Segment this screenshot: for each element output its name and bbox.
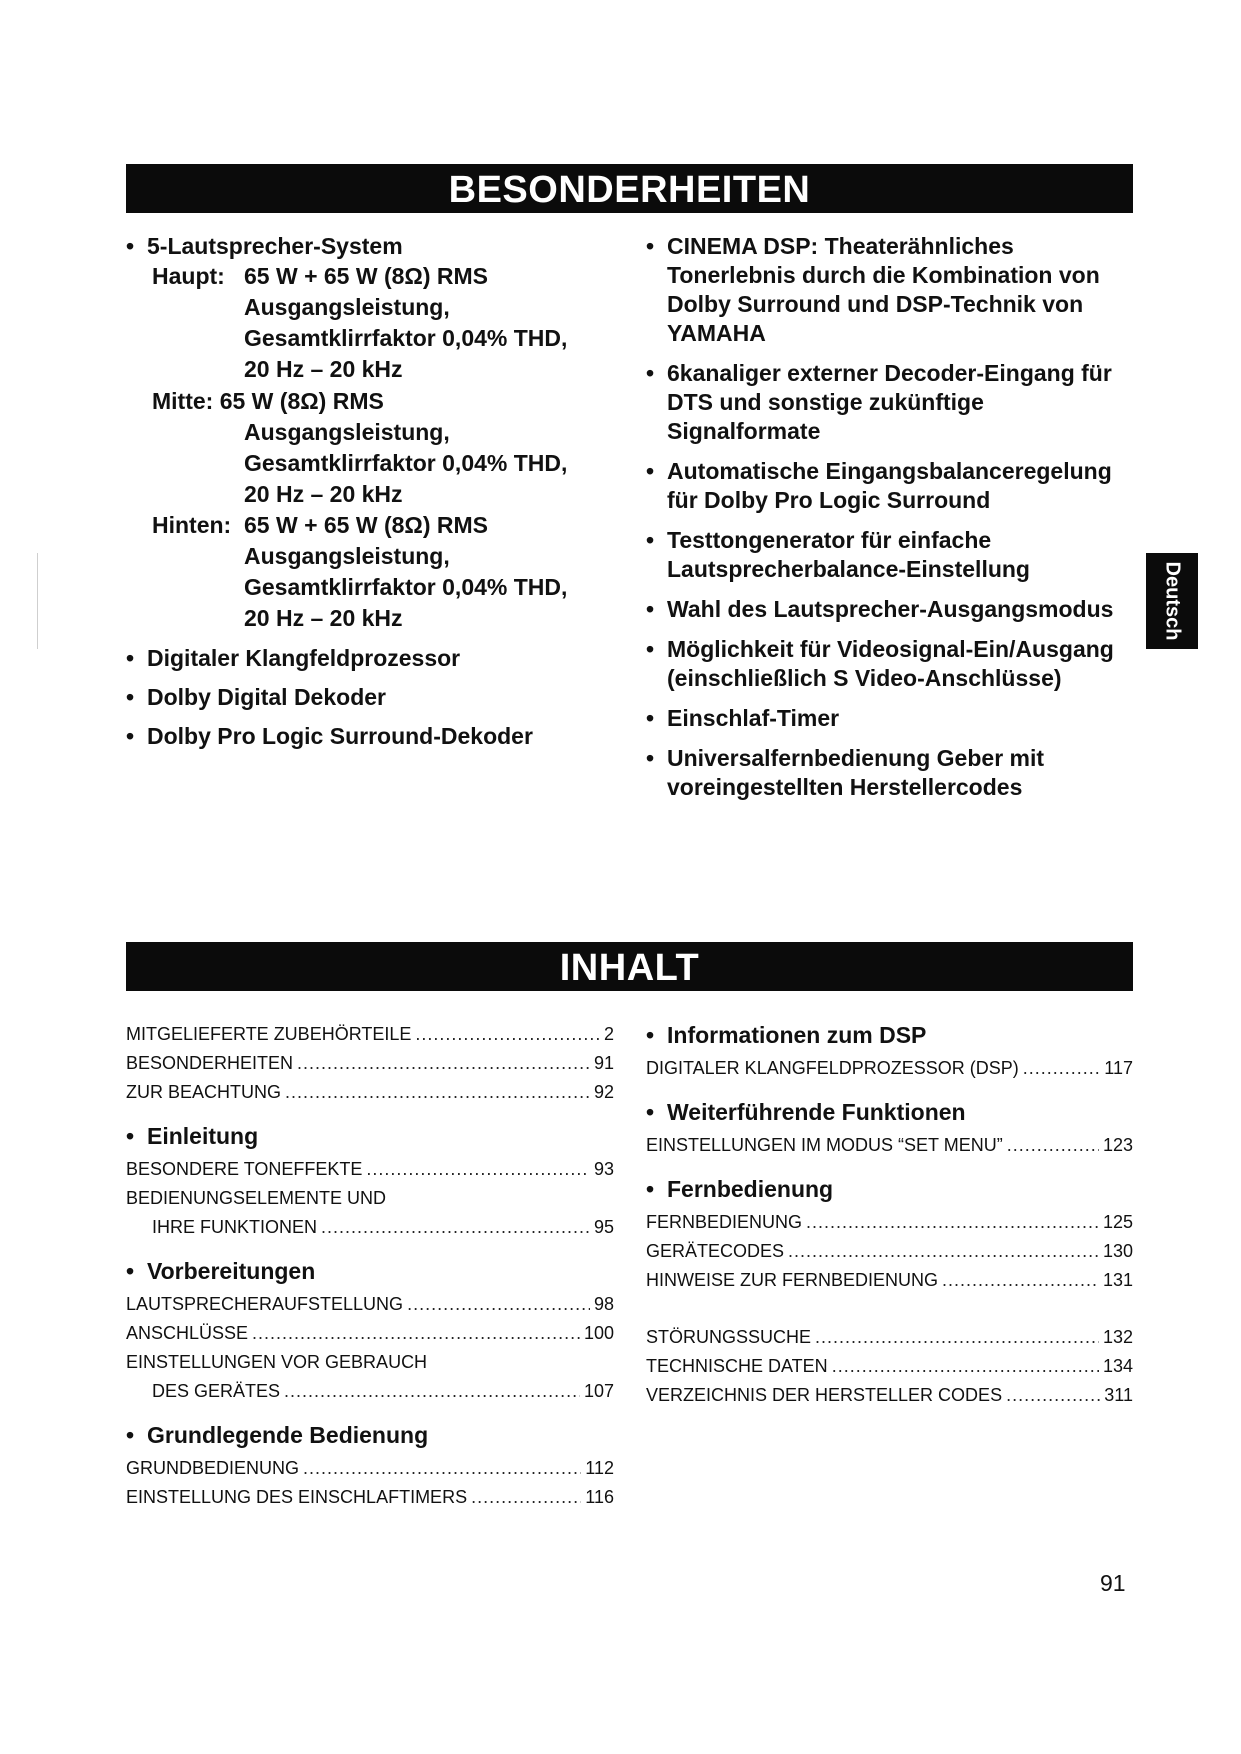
spec-haupt-line: 20 Hz – 20 kHz	[244, 356, 403, 382]
feature-item: • Automatische Eingangsbalanceregelung für Dolby Pro Logic Surround	[646, 457, 1126, 515]
feature-item: • 6kanaliger externer Decoder-Eingang für DTS und sonstige zukünftige Signalformate	[646, 359, 1126, 446]
toc-entry[interactable]: EINSTELLUNGEN IM MODUS “SET MENU” ..... 123	[646, 1131, 1133, 1160]
toc-section-heading: • Fernbedienung	[646, 1174, 1133, 1204]
spec-haupt-label: Haupt:	[152, 263, 225, 289]
spec-haupt	[126, 261, 626, 385]
page-number: 91	[1100, 1570, 1126, 1596]
feature-item: • Universalfernbedienung Geber mit voreingestellten Herstellercodes	[646, 744, 1126, 802]
features-right-column	[646, 232, 1126, 802]
toc-entry[interactable]: STÖRUNGSSUCHE ..... 132	[646, 1323, 1133, 1352]
spec-haupt-line: 65 W + 65 W (8Ω) RMS	[244, 263, 489, 289]
toc-entry[interactable]: ZUR BEACHTUNG ..... 92	[126, 1078, 614, 1107]
feature-item: • Wahl des Lautsprecher-Ausgangsmodus	[646, 595, 1126, 624]
feature-item: • Möglichkeit für Videosignal-Ein/Ausgang (einschließlich S Video-Anschlüsse)	[646, 635, 1126, 693]
feature-item: • Einschlaf-Timer	[646, 704, 1126, 733]
spec-hinten-line: 65 W + 65 W (8Ω) RMS	[244, 512, 489, 538]
toc-entry[interactable]: HINWEISE ZUR FERNBEDIENUNG ..... 131	[646, 1266, 1133, 1295]
toc-section-heading: • Vorbereitungen	[126, 1256, 614, 1286]
toc-entry[interactable]: MITGELIEFERTE ZUBEHÖRTEILE ..... 2	[126, 1020, 614, 1049]
feature-item: • CINEMA DSP: Theaterähnliches Tonerlebnis durch die Kombination von Dolby Surround und DSP-Technik von YAMAHA	[646, 232, 1126, 348]
toc-entry[interactable]: DES GERÄTES ..... 107	[126, 1377, 614, 1406]
toc-entry[interactable]: GRUNDBEDIENUNG ..... 112	[126, 1454, 614, 1483]
toc-entry[interactable]: IHRE FUNKTIONEN ..... 95	[126, 1213, 614, 1242]
toc-entry[interactable]: BESONDERHEITEN ..... 91	[126, 1049, 614, 1078]
toc-entry[interactable]: TECHNISCHE DATEN ..... 134	[646, 1352, 1133, 1381]
spec-hinten-line: Gesamtklirrfaktor 0,04% THD,	[244, 574, 568, 600]
spec-mitte-line: 20 Hz – 20 kHz	[244, 481, 403, 507]
language-tab-label: Deutsch	[1161, 561, 1184, 641]
toc-entry[interactable]: LAUTSPRECHERAUFSTELLUNG ..... 98	[126, 1290, 614, 1319]
spec-hinten-label: Hinten:	[152, 512, 232, 538]
spec-mitte	[126, 417, 626, 510]
features-left-column	[126, 232, 626, 751]
feature-speaker-system: • 5-Lautsprecher-System	[126, 232, 626, 261]
feature-item: • Dolby Digital Dekoder	[126, 683, 626, 712]
spec-mitte-first: Mitte: 65 W (8Ω) RMS	[152, 388, 384, 414]
toc-entry[interactable]: EINSTELLUNG DES EINSCHLAFTIMERS ..... 116	[126, 1483, 614, 1512]
toc-entry[interactable]: VERZEICHNIS DER HERSTELLER CODES ..... 311	[646, 1381, 1133, 1410]
feature-item: • Digitaler Klangfeldprozessor	[126, 644, 626, 673]
spec-haupt-line: Ausgangsleistung,	[244, 294, 450, 320]
spec-hinten-line: 20 Hz – 20 kHz	[244, 605, 403, 631]
toc-left-column	[126, 1020, 614, 1512]
toc-entry-line: EINSTELLUNGEN VOR GEBRAUCH	[126, 1352, 428, 1372]
feature-item: • Testtongenerator für einfache Lautsprecherbalance-Einstellung	[646, 526, 1126, 584]
spec-hinten-line: Ausgangsleistung,	[244, 543, 450, 569]
language-tab	[1146, 553, 1198, 649]
feature-item: • Dolby Pro Logic Surround-Dekoder	[126, 722, 626, 751]
toc-section-heading: • Einleitung	[126, 1121, 614, 1151]
features-heading: BESONDERHEITEN	[126, 164, 1133, 213]
toc-entry[interactable]: GERÄTECODES ..... 130	[646, 1237, 1133, 1266]
spec-mitte-line: Gesamtklirrfaktor 0,04% THD,	[244, 450, 568, 476]
toc-entry[interactable]: BESONDERE TONEFFEKTE ..... 93	[126, 1155, 614, 1184]
toc-section-heading: • Weiterführende Funktionen	[646, 1097, 1133, 1127]
spec-haupt-line: Gesamtklirrfaktor 0,04% THD,	[244, 325, 568, 351]
toc-section-heading: • Grundlegende Bedienung	[126, 1420, 614, 1450]
contents-heading: INHALT	[126, 942, 1133, 991]
toc-entry[interactable]: ANSCHLÜSSE ..... 100	[126, 1319, 614, 1348]
spec-mitte-line: Ausgangsleistung,	[244, 419, 450, 445]
toc-entry-line: BEDIENUNGSELEMENTE UND	[126, 1188, 387, 1208]
toc-right-column	[646, 1020, 1133, 1410]
toc-section-heading: • Informationen zum DSP	[646, 1020, 1133, 1050]
page-edge-line	[37, 553, 38, 649]
toc-entry[interactable]: DIGITALER KLANGFELDPROZESSOR (DSP) ..... 117	[646, 1054, 1133, 1083]
spec-hinten	[126, 510, 626, 634]
toc-entry[interactable]: FERNBEDIENUNG ..... 125	[646, 1208, 1133, 1237]
